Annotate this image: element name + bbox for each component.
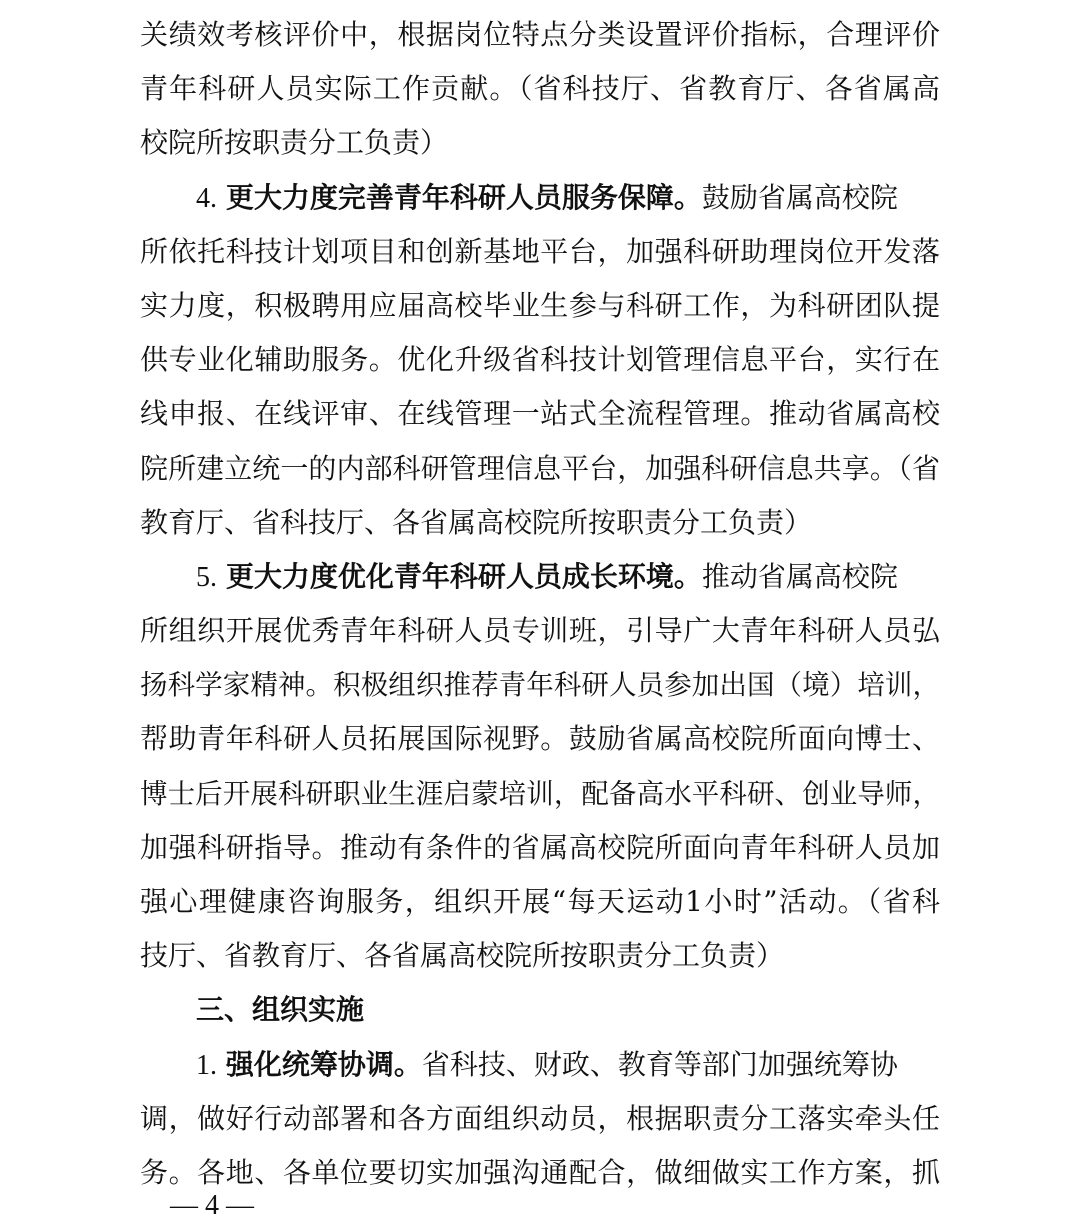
item-1-first-line <box>140 1038 940 1092</box>
body-text-line: 技厅、省教育厅、各省属高校院所按职责分工负责） <box>140 939 785 973</box>
body-text-line: 教育厅、省科技厅、各省属高校院所按职责分工负责） <box>140 505 813 539</box>
body-text-line: 关绩效考核评价中，根据岗位特点分类设置评价指标，合理评价 <box>140 18 940 51</box>
body-text-line: 线申报、在线评审、在线管理一站式全流程管理。推动省属高校 <box>140 397 940 431</box>
item-4-heading: 更大力度完善青年科研人员服务保障。 <box>225 180 702 214</box>
body-text-line: 务。各地、各单位要切实加强沟通配合，做细做实工作方案，抓 <box>140 1155 940 1189</box>
section-heading: 三、组织实施 <box>196 993 365 1027</box>
item-1-number: 1. <box>196 1049 217 1081</box>
item-1-heading: 强化统筹协调。 <box>225 1047 422 1081</box>
item-5-text: 推动省属高校院 <box>701 559 898 593</box>
item-4-number: 4. <box>196 182 217 214</box>
body-text-line: 加强科研指导。推动有条件的省属高校院所面向青年科研人员加 <box>140 830 940 864</box>
item-5-heading: 更大力度优化青年科研人员成长环境。 <box>225 559 702 593</box>
body-text-line: 所依托科技计划项目和创新基地平台，加强科研助理岗位开发落 <box>140 234 940 268</box>
item-5-number: 5. <box>196 561 217 593</box>
body-text-line: 校院所按职责分工负责） <box>140 126 449 160</box>
document-body <box>140 8 940 1200</box>
item-1-text: 省科技、财政、教育等部门加强统筹协 <box>421 1047 898 1081</box>
body-text-line: 院所建立统一的内部科研管理信息平台，加强科研信息共享。（省 <box>140 451 940 485</box>
body-text-line: 帮助青年科研人员拓展国际视野。鼓励省属高校院所面向博士、 <box>140 722 940 756</box>
body-text-line: 供专业化辅助服务。优化升级省科技计划管理信息平台，实行在 <box>140 343 940 377</box>
body-text-line: 扬科学家精神。积极组织推荐青年科研人员参加出国（境）培训， <box>140 669 940 702</box>
item-5-first-line <box>140 550 940 604</box>
item-4-first-line <box>140 171 940 225</box>
body-text-line: 强心理健康咨询服务，组织开展“每天运动1小时”活动。（省科 <box>140 885 940 918</box>
body-text-line: 青年科研人员实际工作贡献。（省科技厅、省教育厅、各省属高 <box>140 72 940 106</box>
page-number: — 4 — <box>170 1190 254 1221</box>
body-text-line: 博士后开展科研职业生涯启蒙培训，配备高水平科研、创业导师， <box>140 777 940 810</box>
body-text-line: 所组织开展优秀青年科研人员专训班，引导广大青年科研人员弘 <box>140 614 940 648</box>
body-text-line: 调，做好行动部署和各方面组织动员，根据职责分工落实牵头任 <box>140 1101 940 1135</box>
body-text-line: 实力度，积极聘用应届高校毕业生参与科研工作，为科研团队提 <box>140 288 940 322</box>
item-4-text: 鼓励省属高校院 <box>701 180 898 214</box>
